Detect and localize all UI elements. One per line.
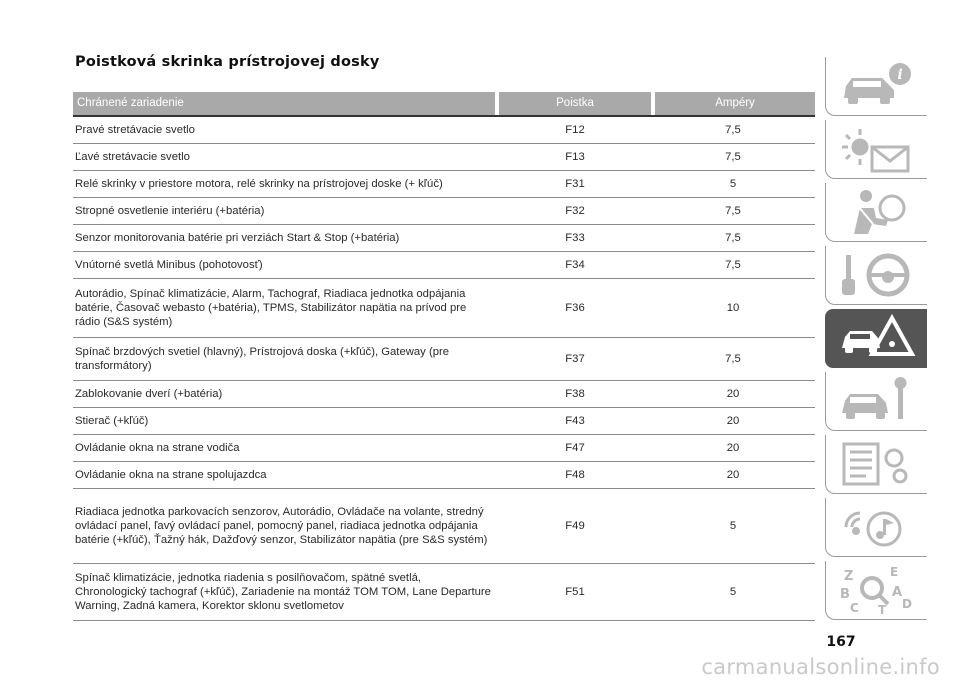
amp-cell: 7,5 <box>725 259 741 271</box>
device-cell: Stierač (+kľúč) <box>75 415 149 427</box>
chapter-tab-dashboard[interactable] <box>825 57 927 116</box>
device-cell: Ovládanie okna na strane spolujazdca <box>75 469 267 481</box>
device-cell: Pravé stretávacie svetlo <box>75 124 195 136</box>
fuse-table <box>73 117 815 621</box>
car-info-icon <box>836 60 916 112</box>
amp-cell: 7,5 <box>725 232 741 244</box>
amp-cell: 7,5 <box>725 124 741 136</box>
index-letter: D <box>902 597 912 611</box>
fuse-cell: F33 <box>565 232 585 244</box>
warning-lights-mail-icon <box>836 123 916 175</box>
chapter-tab-technical-data[interactable] <box>825 435 927 494</box>
index-letter: C <box>850 601 859 615</box>
device-cell: Spínač klimatizácie, jednotka riadenia s posilňovačom, spätné svetlá, Chronologický tachograf (+kľúč), Zariadenie na montáž TOM TOM, Lane Departure Warning, Zadná kamera, Korektor sklonu svetlometov <box>75 572 491 612</box>
fuse-cell: F43 <box>565 415 585 427</box>
key-steering-wheel-icon <box>836 249 916 301</box>
table-row <box>73 564 815 621</box>
table-row <box>73 252 815 279</box>
fuse-cell: F48 <box>565 469 585 481</box>
amp-cell: 7,5 <box>725 353 741 365</box>
fuse-cell: F31 <box>565 178 585 190</box>
device-cell: Senzor monitorovania batérie pri verziách Start & Stop (+batéria) <box>75 232 400 244</box>
fuse-cell: F13 <box>565 151 585 163</box>
table-row <box>73 171 815 198</box>
index-letter: A <box>892 585 903 600</box>
fuse-cell: F12 <box>565 124 585 136</box>
device-cell: Vnútorné svetlá Minibus (pohotovosť) <box>75 259 263 271</box>
fuse-cell: F49 <box>565 520 585 532</box>
fuse-cell: F47 <box>565 442 585 454</box>
device-cell: Autorádio, Spínač klimatizácie, Alarm, Tachograf, Riadiaca jednotka odpájania batérie, Časovač webasto (+batéria), TPMS, Stabilizátor napätia na prívod pre rádio (S&S systém) <box>75 288 467 328</box>
index-letter: B <box>840 587 850 602</box>
chapter-tab-safety[interactable] <box>825 183 927 242</box>
header-device: Chránené zariadenie <box>73 92 495 115</box>
index-letter: Z <box>844 569 854 584</box>
amp-cell: 10 <box>726 302 740 314</box>
amp-cell: 20 <box>726 415 740 427</box>
amp-cell: 7,5 <box>725 151 741 163</box>
table-row <box>73 225 815 252</box>
table-header <box>73 92 815 117</box>
chapter-tab-emergency[interactable] <box>825 309 927 368</box>
fuse-cell: F51 <box>565 586 585 598</box>
table-row <box>73 144 815 171</box>
multimedia-icon <box>836 501 916 553</box>
fuse-cell: F37 <box>565 353 585 365</box>
amp-cell: 20 <box>726 388 740 400</box>
chapter-tab-maintenance[interactable] <box>825 372 927 431</box>
fuse-cell: F32 <box>565 205 585 217</box>
index-letters-icon <box>836 564 916 616</box>
amp-cell: 5 <box>729 520 737 532</box>
index-letter: T <box>878 603 887 616</box>
table-row <box>73 489 815 564</box>
device-cell: Riadiaca jednotka parkovacích senzorov, Autorádio, Ovládače na volante, stredný ovládací panel, ľavý ovládací panel, pomocný panel, riadiaca jednotka odpájania batérie (+kľúč), Ťažný hák, Dažďový senzor, Stabilizátor napätia (pre S&S systém) <box>75 506 488 546</box>
table-row <box>73 338 815 381</box>
technical-data-icon <box>836 438 916 490</box>
fuse-cell: F36 <box>565 302 585 314</box>
chapter-tabs <box>825 57 927 624</box>
chapter-tab-multimedia[interactable] <box>825 498 927 557</box>
amp-cell: 5 <box>729 178 737 190</box>
table-row <box>73 117 815 144</box>
amp-cell: 20 <box>726 469 740 481</box>
device-cell: Ľavé stretávacie svetlo <box>75 151 190 163</box>
index-letter: E <box>890 565 899 579</box>
car-maintenance-icon <box>836 375 916 427</box>
page-title: Poistková skrinka prístrojovej dosky <box>75 54 380 70</box>
table-row <box>73 462 815 489</box>
amp-cell: 20 <box>726 442 740 454</box>
page-number: 167 <box>826 634 856 650</box>
device-cell: Zablokovanie dverí (+batéria) <box>75 388 223 400</box>
header-fuse: Poistka <box>499 92 651 115</box>
table-row <box>73 381 815 408</box>
table-row <box>73 279 815 338</box>
table-row <box>73 435 815 462</box>
chapter-tab-warnings[interactable] <box>825 120 927 179</box>
svg-text:i: i <box>897 67 903 83</box>
chapter-tab-index[interactable] <box>825 561 927 620</box>
amp-cell: 7,5 <box>725 205 741 217</box>
fuse-cell: F34 <box>565 259 585 271</box>
device-cell: Spínač brzdových svetiel (hlavný), Prístrojová doska (+kľúč), Gateway (pre transformátory) <box>75 346 450 372</box>
table-row <box>73 198 815 225</box>
device-cell: Relé skrinky v priestore motora, relé skrinky na prístrojovej doske (+ kľúč) <box>75 178 443 190</box>
device-cell: Stropné osvetlenie interiéru (+batéria) <box>75 205 265 217</box>
seatbelt-airbag-icon <box>836 186 916 238</box>
fuse-cell: F38 <box>565 388 585 400</box>
car-emergency-warning-icon <box>836 312 916 364</box>
device-cell: Ovládanie okna na strane vodiča <box>75 442 240 454</box>
amp-cell: 5 <box>729 586 737 598</box>
chapter-tab-starting[interactable] <box>825 246 927 305</box>
header-amp: Ampéry <box>655 92 815 115</box>
table-row <box>73 408 815 435</box>
watermark: carmanualsonline.info <box>701 655 940 679</box>
